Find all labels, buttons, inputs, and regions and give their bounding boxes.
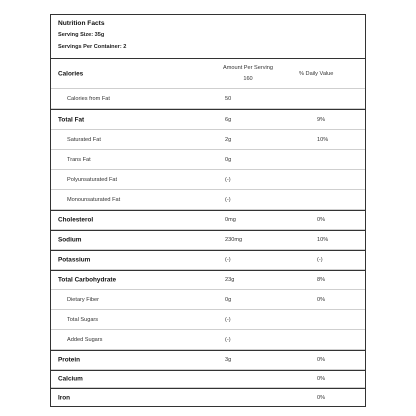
serving-size: Serving Size: 35g <box>58 32 105 38</box>
calories-label: Calories <box>58 70 84 77</box>
nutrient-daily-value: 8% <box>317 277 326 283</box>
nutrient-row-sodium <box>51 230 365 250</box>
nutrient-name: Polyunsaturated Fat <box>67 176 118 183</box>
nutrient-row-iron <box>51 388 365 406</box>
nutrient-amount: (-) <box>225 336 231 343</box>
nutrient-row-calcium <box>51 370 365 388</box>
nutrient-row-total-sugars <box>51 310 365 330</box>
nutrient-daily-value: 9% <box>317 116 326 123</box>
nutrient-amount: (-) <box>225 316 231 323</box>
nutrition-header <box>51 15 365 59</box>
amount-per-serving-heading: Amount Per Serving <box>222 64 274 71</box>
nutrient-row-added-sugars <box>51 330 365 350</box>
nutrient-row-polyunsaturated-fat <box>51 170 365 190</box>
nutrient-amount: (-) <box>225 176 231 183</box>
nutrient-amount: 3g <box>225 357 232 363</box>
nutrient-name: Dietary Fiber <box>67 296 100 303</box>
nutrient-row-cholesterol <box>51 210 365 230</box>
calories-value: 160 <box>243 75 253 82</box>
nutrient-name: Total Fat <box>58 116 85 123</box>
nutrient-amount: 0g <box>225 156 232 163</box>
nutrient-name: Total Carbohydrate <box>58 276 117 284</box>
nutrient-row-trans-fat <box>51 150 365 170</box>
nutrient-row-total-carbohydrate <box>51 270 365 290</box>
nutrition-facts-panel <box>50 14 366 407</box>
nutrient-amount: 50 <box>225 95 232 102</box>
daily-value-heading: % Daily Value <box>299 70 334 77</box>
servings-per-container: Servings Per Container: 2 <box>58 44 127 50</box>
nutrient-row-monounsaturated-fat <box>51 190 365 210</box>
nutrient-name: Saturated Fat <box>67 136 101 143</box>
nutrient-daily-value: (-) <box>317 257 323 263</box>
nutrient-name: Calcium <box>58 375 83 383</box>
amount-per-serving-column <box>201 63 295 85</box>
nutrient-amount: 23g <box>225 277 235 283</box>
nutrient-daily-value: 0% <box>317 357 326 363</box>
nutrient-row-dietary-fiber <box>51 290 365 310</box>
nutrient-name: Protein <box>58 356 81 364</box>
nutrient-amount: (-) <box>225 196 231 203</box>
nutrient-amount: 2g <box>225 136 232 143</box>
nutrient-amount: 0g <box>225 296 232 303</box>
nutrient-name: Sodium <box>58 236 82 244</box>
nutrient-name: Total Sugars <box>67 316 99 323</box>
nutrient-row-protein <box>51 350 365 370</box>
nutrient-amount: 6g <box>225 116 232 123</box>
nutrient-name: Cholesterol <box>58 216 94 224</box>
nutrient-name: Trans Fat <box>67 156 91 163</box>
nutrition-title: Nutrition Facts <box>58 20 105 27</box>
nutrient-amount: 0mg <box>225 217 236 223</box>
nutrient-daily-value: 0% <box>317 376 326 382</box>
nutrient-daily-value: 0% <box>317 217 326 223</box>
nutrient-row-potassium <box>51 250 365 270</box>
calories-row <box>51 59 365 89</box>
nutrient-name: Iron <box>58 394 71 401</box>
nutrient-amount: (-) <box>225 257 231 263</box>
nutrient-name: Monounsaturated Fat <box>67 196 121 203</box>
nutrient-daily-value: 10% <box>317 136 329 143</box>
nutrient-daily-value: 10% <box>317 237 329 243</box>
nutrient-daily-value: 0% <box>317 394 326 401</box>
nutrient-name: Calories from Fat <box>67 95 110 102</box>
nutrient-row-total-fat <box>51 109 365 130</box>
nutrient-daily-value: 0% <box>317 296 326 303</box>
nutrient-name: Potassium <box>58 256 91 264</box>
nutrient-name: Added Sugars <box>67 336 103 343</box>
nutrient-row-calories-from-fat <box>51 89 365 109</box>
nutrient-amount: 230mg <box>225 237 243 243</box>
nutrient-table <box>51 59 365 406</box>
nutrient-row-saturated-fat <box>51 130 365 150</box>
